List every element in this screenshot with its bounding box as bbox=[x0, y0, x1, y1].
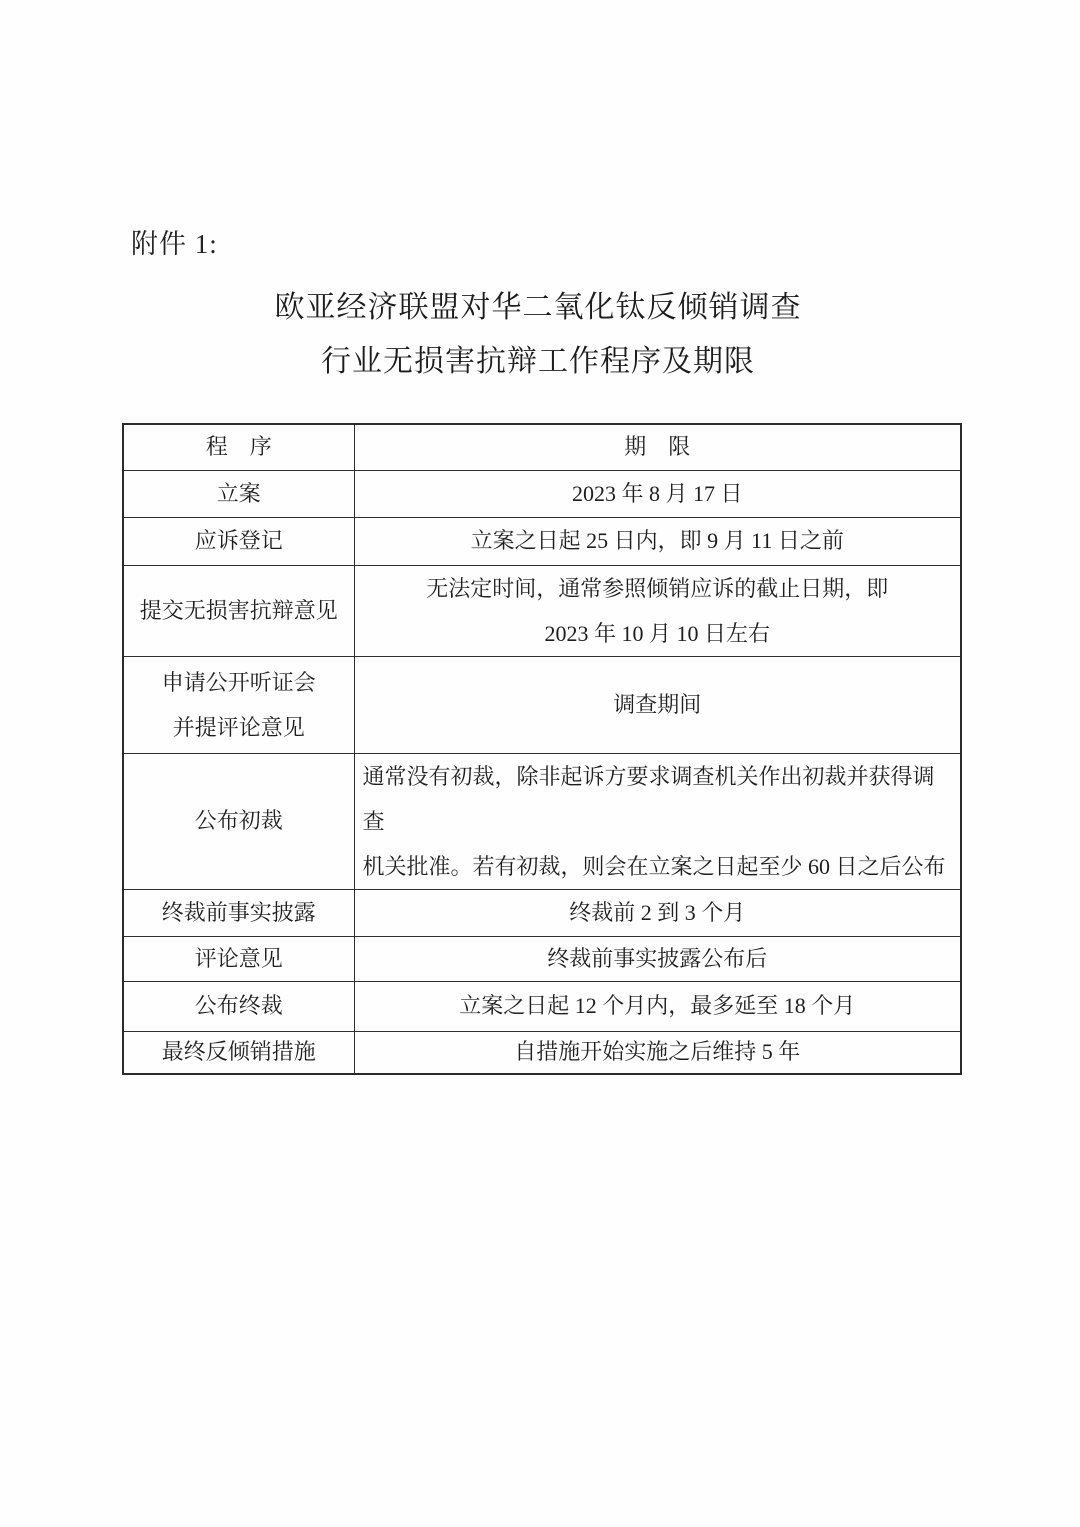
table-row-no-injury-defense-submission bbox=[123, 565, 961, 656]
procedure-line: 并提评论意见 bbox=[172, 714, 305, 740]
table-header-row bbox=[123, 424, 961, 470]
document-title-line2: 行业无损害抗辩工作程序及期限 bbox=[321, 345, 755, 378]
cell-procedure: 公布初裁 bbox=[123, 753, 354, 889]
table-row-comments bbox=[123, 936, 961, 981]
deadline-line: 通常没有初裁，除非起诉方要求调查机关作出初裁并获得调查 bbox=[362, 763, 935, 834]
cell-deadline: 立案之日起 12 个月内，最多延至 18 个月 bbox=[354, 981, 961, 1031]
cell-procedure: 最终反倾销措施 bbox=[123, 1031, 354, 1074]
cell-procedure: 评论意见 bbox=[123, 936, 354, 981]
cell-procedure: 立案 bbox=[123, 470, 354, 517]
cell-deadline: 调查期间 bbox=[354, 656, 961, 753]
cell-deadline: 终裁前 2 到 3 个月 bbox=[354, 889, 961, 936]
cell-procedure: 终裁前事实披露 bbox=[123, 889, 354, 936]
cell-deadline: 2023 年 8 月 17 日 bbox=[354, 470, 961, 517]
table-row-final-antidumping-measures bbox=[123, 1031, 961, 1074]
cell-procedure: 应诉登记 bbox=[123, 517, 354, 565]
document-title-line1: 欧亚经济联盟对华二氧化钛反倾销调查 bbox=[274, 291, 802, 324]
deadline-line: 2023 年 10 月 10 日左右 bbox=[544, 620, 770, 646]
procedure-line: 申请公开听证会 bbox=[161, 669, 316, 695]
table-row-respondent-registration bbox=[123, 517, 961, 565]
header-procedure: 程 序 bbox=[123, 424, 354, 470]
cell-deadline: 自措施开始实施之后维持 5 年 bbox=[354, 1031, 961, 1074]
table-row-pre-final-disclosure bbox=[123, 889, 961, 936]
cell-procedure: 公布终裁 bbox=[123, 981, 354, 1031]
cell-deadline: 立案之日起 25 日内，即 9 月 11 日之前 bbox=[354, 517, 961, 565]
procedure-deadline-table bbox=[122, 423, 962, 1075]
table-row-final-ruling bbox=[123, 981, 961, 1031]
attachment-label: 附件 1: bbox=[131, 229, 218, 259]
cell-procedure: 提交无损害抗辩意见 bbox=[123, 565, 354, 656]
deadline-line: 机关批准。若有初裁，则会在立案之日起至少 60 日之后公布 bbox=[362, 853, 946, 879]
header-deadline: 期 限 bbox=[354, 424, 961, 470]
deadline-line: 无法定时间，通常参照倾销应诉的截止日期，即 bbox=[426, 575, 889, 601]
cell-procedure bbox=[123, 656, 354, 753]
table-row-preliminary-ruling bbox=[123, 753, 961, 889]
cell-deadline bbox=[354, 565, 961, 656]
table-row-case-filing bbox=[123, 470, 961, 517]
cell-deadline bbox=[354, 753, 961, 889]
cell-deadline: 终裁前事实披露公布后 bbox=[354, 936, 961, 981]
table-row-public-hearing-comments bbox=[123, 656, 961, 753]
